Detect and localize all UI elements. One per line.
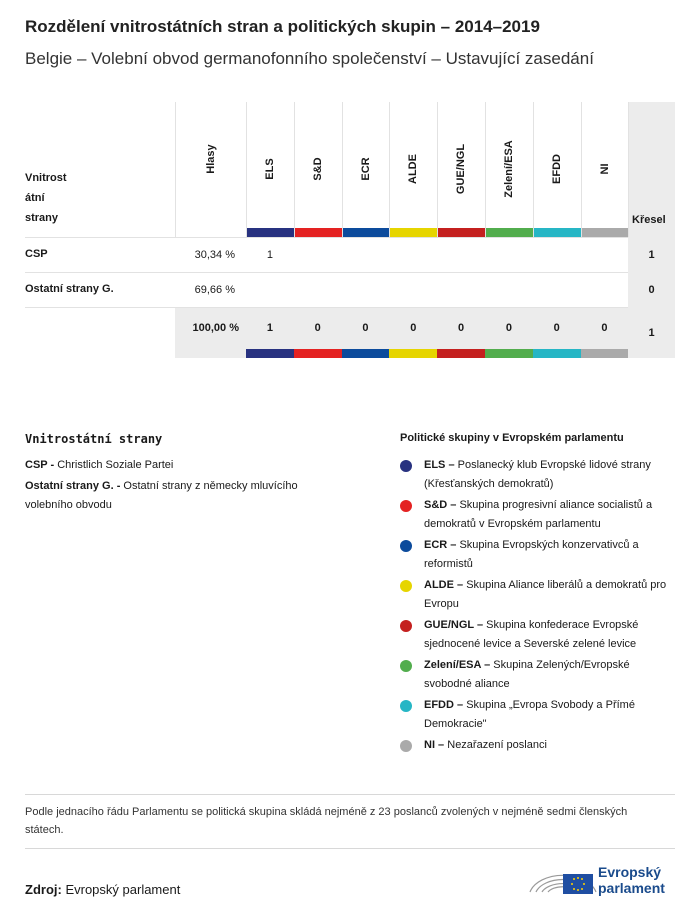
group-color-bar bbox=[533, 349, 581, 358]
group-seat-cell bbox=[294, 248, 342, 262]
page-title: Rozdělení vnitrostátních stran a politických skupin – 2014–2019 bbox=[25, 17, 540, 36]
group-column-header: ELS bbox=[263, 158, 276, 180]
source: Zdroj: Evropský parlament bbox=[25, 882, 181, 897]
column-divider bbox=[294, 102, 295, 237]
group-seat-cell bbox=[389, 248, 437, 262]
group-seat-cell bbox=[437, 248, 485, 262]
row-party-csp: CSP bbox=[25, 248, 48, 260]
party-column-header: Vnitrost átní strany bbox=[25, 172, 67, 224]
group-color-dot bbox=[400, 620, 412, 632]
ep-group-item: GUE/NGL – Skupina konfederace Evropské sjednocené levice a Severské zelené levice bbox=[400, 616, 680, 654]
party-definition: CSP - Christlich Soziale Partei bbox=[25, 459, 174, 471]
group-color-bar bbox=[533, 228, 581, 237]
group-column-header: ECR bbox=[359, 157, 372, 181]
column-divider bbox=[342, 102, 343, 237]
group-color-bar bbox=[485, 228, 533, 237]
group-color-bar bbox=[246, 228, 294, 237]
row-seats: 0 bbox=[648, 284, 655, 296]
votes-column-header: Hlasy bbox=[205, 144, 217, 174]
column-divider bbox=[437, 102, 438, 237]
group-total-cell: 0 bbox=[553, 322, 560, 334]
group-seat-cell: 1 bbox=[266, 249, 273, 261]
column-divider bbox=[533, 102, 534, 237]
group-seat-cell bbox=[533, 283, 581, 297]
column-divider bbox=[581, 102, 582, 237]
ep-group-item: S&D – Skupina progresivní aliance socialistů a demokratů v Evropském parlamentu bbox=[400, 496, 680, 534]
group-seat-cell bbox=[389, 283, 437, 297]
column-divider bbox=[389, 102, 390, 237]
group-color-dot bbox=[400, 540, 412, 552]
group-total-cell: 0 bbox=[505, 322, 512, 334]
group-seat-cell bbox=[581, 283, 629, 297]
group-color-bar bbox=[389, 228, 437, 237]
party-definition: Ostatní strany G. - Ostatní strany z německy mluvícího volebního obvodu bbox=[25, 480, 298, 511]
column-divider bbox=[246, 102, 247, 237]
total-seats: 1 bbox=[648, 327, 655, 339]
group-color-dot bbox=[400, 660, 412, 672]
seats-column-bg bbox=[628, 102, 675, 358]
ep-group-item: NI – Nezařazení poslanci bbox=[400, 736, 680, 755]
group-column-header: S&D bbox=[311, 157, 324, 181]
group-color-bar bbox=[342, 228, 390, 237]
group-seat-cell bbox=[581, 248, 629, 262]
group-color-dot bbox=[400, 740, 412, 752]
ep-group-item: EFDD – Skupina „Evropa Svobody a Přímé Demokracie" bbox=[400, 696, 680, 734]
group-seat-cell bbox=[294, 283, 342, 297]
group-total-cell: 1 bbox=[266, 322, 273, 334]
group-color-bar bbox=[246, 349, 294, 358]
ep-group-item: ECR – Skupina Evropských konzervativců a reformistů bbox=[400, 536, 680, 574]
seats-column-header: Křesel bbox=[632, 214, 666, 226]
group-color-bar bbox=[294, 228, 342, 237]
group-color-dot bbox=[400, 460, 412, 472]
row-votes: 69,66 % bbox=[194, 284, 235, 296]
column-divider bbox=[628, 102, 629, 237]
group-color-dot bbox=[400, 580, 412, 592]
group-color-bar bbox=[581, 228, 629, 237]
group-column-header: Zelení/ESA bbox=[502, 140, 515, 198]
footnote: Podle jednacího řádu Parlamentu se politická skupina skládá nejméně z 23 poslanců zvolených v nejméně sedmi členských státech. bbox=[25, 806, 628, 836]
row-seats: 1 bbox=[648, 249, 655, 261]
group-seat-cell bbox=[437, 283, 485, 297]
ep-group-item: ALDE – Skupina Aliance liberálů a demokratů pro Evropu bbox=[400, 576, 680, 614]
group-total-cell: 0 bbox=[314, 322, 321, 334]
group-seat-cell bbox=[246, 283, 294, 297]
group-color-bar bbox=[294, 349, 342, 358]
ep-group-item: Zelení/ESA – Skupina Zelených/Evropské svobodné aliance bbox=[400, 656, 680, 694]
group-color-bar bbox=[437, 228, 485, 237]
group-seat-cell bbox=[485, 248, 533, 262]
total-votes: 100,00 % bbox=[192, 322, 239, 334]
group-total-cell: 0 bbox=[410, 322, 417, 334]
group-column-header: NI bbox=[598, 163, 611, 175]
row-party-other: Ostatní strany G. bbox=[25, 283, 114, 295]
group-seat-cell bbox=[485, 283, 533, 297]
group-total-cell: 0 bbox=[362, 322, 369, 334]
ep-group-item: ELS – Poslanecký klub Evropské lidové strany (Křesťanských demokratů) bbox=[400, 456, 680, 494]
group-seat-cell bbox=[342, 283, 390, 297]
logo-text: Evropský parlament bbox=[598, 864, 665, 896]
group-seat-cell bbox=[533, 248, 581, 262]
ep-groups-title: Politické skupiny v Evropském parlamentu bbox=[400, 432, 624, 444]
group-seat-cell bbox=[342, 248, 390, 262]
group-color-bar bbox=[437, 349, 485, 358]
group-color-bar bbox=[389, 349, 437, 358]
group-color-bar bbox=[581, 349, 629, 358]
group-total-cell: 0 bbox=[601, 322, 608, 334]
group-column-header: GUE/NGL bbox=[455, 143, 468, 195]
row-votes: 30,34 % bbox=[194, 249, 235, 261]
group-column-header: EFDD bbox=[550, 154, 563, 184]
column-divider bbox=[485, 102, 486, 237]
group-column-header: ALDE bbox=[407, 154, 420, 184]
group-color-dot bbox=[400, 500, 412, 512]
group-color-dot bbox=[400, 700, 412, 712]
column-divider bbox=[175, 102, 176, 237]
group-color-bar bbox=[485, 349, 533, 358]
national-parties-title: Vnitrostátní strany bbox=[25, 432, 163, 446]
group-total-cell: 0 bbox=[458, 322, 465, 334]
results-table bbox=[25, 102, 675, 358]
page-subtitle: Belgie – Volební obvod germanofonního společenství – Ustavující zasedání bbox=[25, 49, 594, 68]
group-color-bar bbox=[342, 349, 390, 358]
